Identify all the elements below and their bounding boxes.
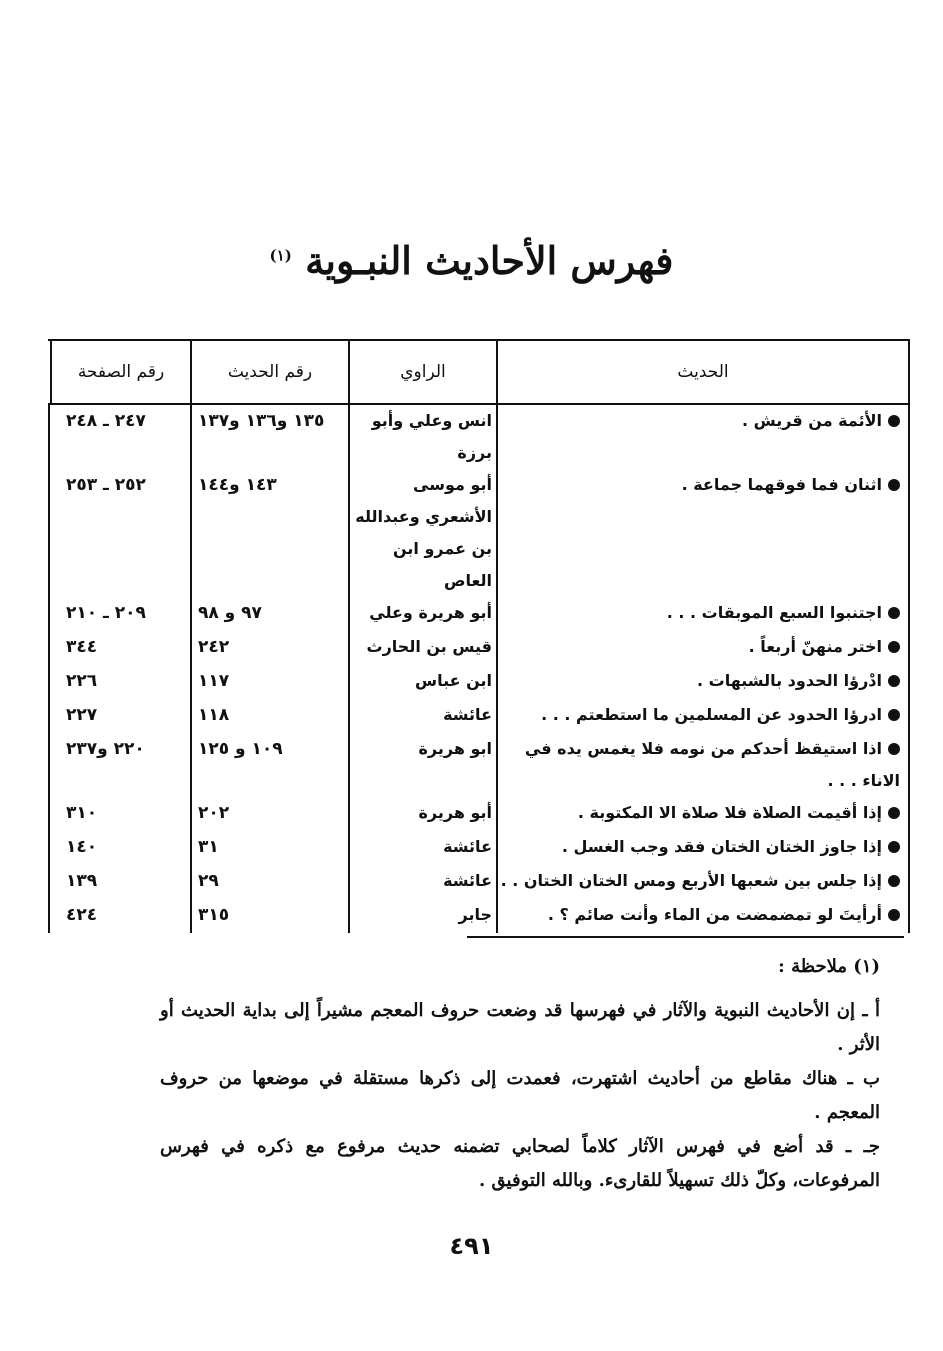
hadith-text: أرأيتَ لو تمضمضت من الماء وأنت صائم ؟ . <box>547 905 882 924</box>
table-row <box>50 405 910 469</box>
table-row <box>50 899 910 933</box>
hadith-text: اثنان فما فوقهما جماعة . <box>681 475 882 494</box>
narrator-cell: أبو هريرة وعلي <box>348 597 496 631</box>
hadith-number-cell: ١١٧ <box>190 665 348 699</box>
narrator-cell: أبو موسى الأشعري وعبدالله بن عمرو ابن العاص <box>348 469 496 597</box>
hadith-number-cell: ١٤٣ و١٤٤ <box>190 469 348 597</box>
hadith-number-cell: ١٠٩ و ١٢٥ <box>190 733 348 797</box>
table-row <box>50 665 910 699</box>
page-number-cell: ٣١٠ <box>66 803 98 823</box>
table-row <box>50 699 910 733</box>
page-number-cell: ١٤٠ <box>66 837 98 857</box>
table-row <box>50 797 910 831</box>
bullet-icon <box>888 743 900 755</box>
narrator-cell: جابر <box>348 899 496 933</box>
hadith-index-table <box>48 339 910 933</box>
hadith-number-cell: ١١٨ <box>190 699 348 733</box>
hadith-number-cell: ١٣٥ و١٣٦ و١٣٧ <box>190 405 348 469</box>
table-row <box>50 733 910 797</box>
footnote-divider <box>467 936 904 938</box>
narrator-cell: ابو هريرة <box>348 733 496 797</box>
hadith-text: إذا أقيمت الصلاة فلا صلاة الا المكتوبة . <box>577 803 882 822</box>
bullet-icon <box>888 607 900 619</box>
bullet-icon <box>888 415 900 427</box>
title-text: فهرس الأحاديث النبـوية <box>305 238 674 283</box>
hadith-text: اجتنبوا السبع الموبقات . . . <box>666 603 882 622</box>
page-number-cell: ٣٤٤ <box>66 637 98 657</box>
hadith-text: إذا جلس بين شعبها الأربع ومس الختان الختان . . <box>500 871 882 890</box>
header-page-number: رقم الصفحة <box>50 341 190 403</box>
narrator-cell: ابن عباس <box>348 665 496 699</box>
hadith-text: ادرؤا الحدود عن المسلمين ما استطعتم . . . <box>541 705 882 724</box>
footnote-section <box>160 950 880 1198</box>
page-number-cell: ٢٠٩ ـ ٢١٠ <box>66 603 146 623</box>
hadith-text: اذا استيقظ أحدكم من نومه فلا يغمس يده في الاناء . . . <box>524 739 900 790</box>
header-hadith-number: رقم الحديث <box>190 341 348 403</box>
footnote-item-a: أ ـ إن الأحاديث النبوية والآثار في فهرسها قد وضعت حروف المعجم مشيراً إلى بداية الحديث أو الأثر . <box>160 1000 880 1055</box>
bullet-icon <box>888 841 900 853</box>
page-number-cell: ٢٢٠ و٢٣٧ <box>66 739 145 759</box>
hadith-number-cell: ٢٩ <box>190 865 348 899</box>
page-number-cell: ٢٢٧ <box>66 705 98 725</box>
header-hadith: الحديث <box>496 341 910 403</box>
bullet-icon <box>888 709 900 721</box>
hadith-text: إذا جاوز الختان الختان فقد وجب الغسل . <box>561 837 882 856</box>
hadith-number-cell: ٣١٥ <box>190 899 348 933</box>
page-number-cell: ٤٢٤ <box>66 905 98 925</box>
footnote-item-c: جـ ـ قد أضع في فهرس الآثار كلاماً لصحابي تضمنه حديث مرفوع مع ذكره في فهرس المرفوعات، وكلّ ذلك تسهيلاً للقارىء. وبالله التوفيق . <box>160 1136 880 1191</box>
table-row <box>50 831 910 865</box>
narrator-cell: عائشة <box>348 699 496 733</box>
footnote-item-b: ب ـ هناك مقاطع من أحاديث اشتهرت، فعمدت إلى ذكرها مستقلة في موضعها من حروف المعجم . <box>160 1068 881 1123</box>
table-row <box>50 631 910 665</box>
page-number-cell: ١٣٩ <box>66 871 98 891</box>
title-footnote-marker: (١) <box>269 246 292 265</box>
hadith-text: اختر منهنّ أربعاً . <box>748 637 882 656</box>
table-header-row <box>48 339 910 405</box>
page-number-cell: ٢٢٦ <box>66 671 98 691</box>
header-narrator: الراوي <box>348 341 496 403</box>
narrator-cell: قيس بن الحارث <box>348 631 496 665</box>
page-title <box>0 238 943 283</box>
table-body <box>48 405 910 933</box>
bullet-icon <box>888 641 900 653</box>
bullet-icon <box>888 675 900 687</box>
hadith-text: ادْرؤا الحدود بالشبهات . <box>696 671 882 690</box>
bullet-icon <box>888 875 900 887</box>
narrator-cell: عائشة <box>348 831 496 865</box>
hadith-number-cell: ٢٤٢ <box>190 631 348 665</box>
hadith-number-cell: ٩٧ و ٩٨ <box>190 597 348 631</box>
table-row <box>50 865 910 899</box>
narrator-cell: عائشة <box>348 865 496 899</box>
bullet-icon <box>888 479 900 491</box>
table-row <box>50 469 910 597</box>
narrator-cell: أبو هريرة <box>348 797 496 831</box>
footnote-heading: (١) ملاحظة : <box>778 956 880 977</box>
table-row <box>50 597 910 631</box>
hadith-text: الأئمة من قريش . <box>742 411 882 430</box>
page-number-cell: ٢٥٢ ـ ٢٥٣ <box>66 475 146 495</box>
hadith-number-cell: ٢٠٢ <box>190 797 348 831</box>
hadith-number-cell: ٣١ <box>190 831 348 865</box>
page-number: ٤٩١ <box>449 1232 494 1260</box>
page-number-cell: ٢٤٧ ـ ٢٤٨ <box>66 411 146 431</box>
bullet-icon <box>888 807 900 819</box>
bullet-icon <box>888 909 900 921</box>
narrator-cell: انس وعلي وأبو برزة <box>348 405 496 469</box>
